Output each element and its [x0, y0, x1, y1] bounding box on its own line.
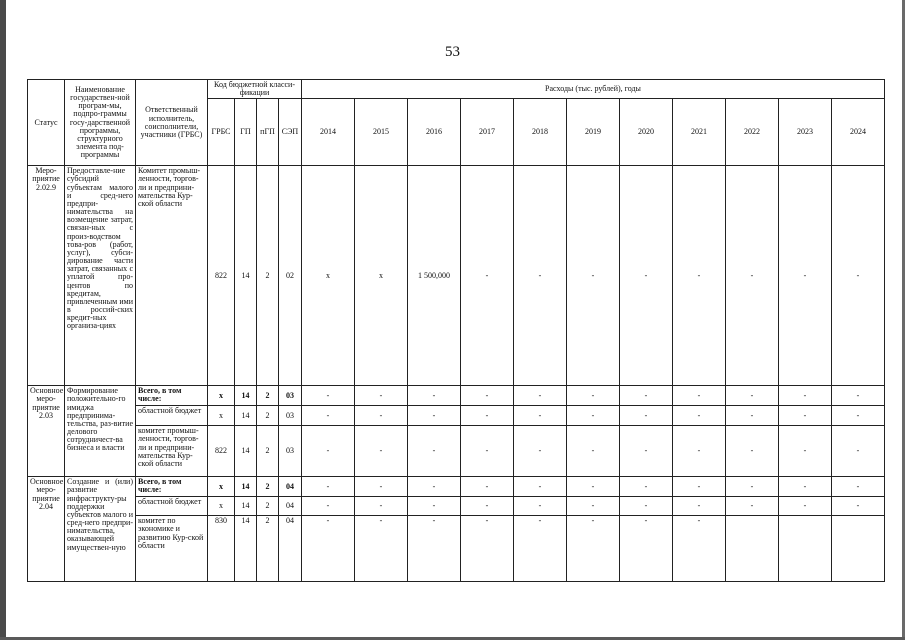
value-cell: - — [355, 386, 408, 406]
value-cell: - — [620, 386, 673, 406]
value-cell: - — [408, 426, 461, 477]
value-cell: - — [567, 516, 620, 582]
code-cell: 822 — [208, 426, 235, 477]
value-cell: - — [461, 386, 514, 406]
value-cell: - — [567, 386, 620, 406]
value-cell: - — [408, 406, 461, 426]
value-cell: - — [673, 516, 726, 582]
value-cell: - — [514, 426, 567, 477]
code-cell: 14 — [235, 406, 257, 426]
value-cell: - — [832, 426, 885, 477]
value-cell: х — [355, 166, 408, 386]
value-cell: - — [779, 406, 832, 426]
value-cell: - — [514, 386, 567, 406]
header-code-gp: ГП — [235, 99, 257, 166]
value-cell: - — [514, 166, 567, 386]
value-cell: - — [461, 477, 514, 497]
row-responsible: областной бюджет — [136, 406, 208, 426]
value-cell: - — [673, 386, 726, 406]
value-cell: - — [302, 516, 355, 582]
value-cell: - — [567, 497, 620, 516]
value-cell: - — [567, 477, 620, 497]
row-responsible: Комитет промыш-ленности, торгов-ли и предприни-мательства Кур-ской области — [136, 166, 208, 386]
value-cell: - — [673, 426, 726, 477]
value-cell: - — [355, 406, 408, 426]
value-cell: - — [726, 497, 779, 516]
code-cell: 822 — [208, 166, 235, 386]
table-row — [28, 516, 885, 582]
value-cell: - — [302, 386, 355, 406]
value-cell: - — [726, 386, 779, 406]
row-responsible: Всего, в том числе: — [136, 477, 208, 497]
value-cell: - — [726, 166, 779, 386]
value-cell: - — [302, 406, 355, 426]
value-cell: - — [355, 426, 408, 477]
header-year: 2019 — [567, 99, 620, 166]
value-cell: - — [567, 406, 620, 426]
value-cell — [832, 516, 885, 582]
header-code-pgp: пГП — [257, 99, 279, 166]
value-cell: - — [673, 406, 726, 426]
code-cell: 03 — [279, 406, 302, 426]
value-cell: - — [408, 516, 461, 582]
table-row — [28, 166, 885, 386]
value-cell: - — [302, 497, 355, 516]
header-year: 2018 — [514, 99, 567, 166]
value-cell: - — [567, 426, 620, 477]
code-cell: 03 — [279, 426, 302, 477]
value-cell: - — [408, 477, 461, 497]
value-cell: - — [832, 406, 885, 426]
value-cell: - — [726, 426, 779, 477]
value-cell: - — [673, 477, 726, 497]
code-cell: х — [208, 406, 235, 426]
row-name: Формирование положительно-го имиджа предпринима-тельства, раз-витие делового сотрудничест-ва бизнеса и власти — [65, 386, 136, 477]
value-cell: - — [461, 166, 514, 386]
value-cell: - — [726, 477, 779, 497]
value-cell: - — [620, 497, 673, 516]
header-code-grbs: ГРБС — [208, 99, 235, 166]
header-name: Наименование государствен-ной програм-мы, подпро-граммы госу-дарственной программы, структурного элемента под-программы — [65, 80, 136, 166]
value-cell: - — [514, 516, 567, 582]
table-row — [28, 386, 885, 406]
code-cell: 14 — [235, 426, 257, 477]
table-row — [28, 406, 885, 426]
header-year: 2021 — [673, 99, 726, 166]
header-year: 2022 — [726, 99, 779, 166]
value-cell: - — [408, 386, 461, 406]
value-cell: - — [620, 166, 673, 386]
value-cell: - — [779, 426, 832, 477]
table-row — [28, 497, 885, 516]
code-cell: 04 — [279, 516, 302, 582]
value-cell: - — [302, 477, 355, 497]
scan-edge-left — [0, 0, 6, 640]
value-cell — [726, 516, 779, 582]
value-cell: - — [832, 497, 885, 516]
value-cell: х — [302, 166, 355, 386]
value-cell: - — [620, 406, 673, 426]
value-cell: - — [461, 516, 514, 582]
row-status: Меро-приятие 2.02.9 — [28, 166, 65, 386]
row-status: Основное меро-приятие 2.04 — [28, 477, 65, 582]
header-year: 2016 — [408, 99, 461, 166]
value-cell: - — [832, 166, 885, 386]
code-cell: 2 — [257, 516, 279, 582]
value-cell: - — [779, 477, 832, 497]
code-cell: 14 — [235, 386, 257, 406]
header-year: 2024 — [832, 99, 885, 166]
value-cell: - — [302, 426, 355, 477]
header-year: 2023 — [779, 99, 832, 166]
page-number: 53 — [445, 44, 460, 60]
value-cell — [779, 516, 832, 582]
header-year: 2015 — [355, 99, 408, 166]
row-status: Основное меро-приятие 2.03 — [28, 386, 65, 477]
header-budget-code: Код бюджетной класси-фикации — [208, 80, 302, 99]
row-responsible: комитет по экономике и развитию Кур-ской области — [136, 516, 208, 582]
code-cell: 830 — [208, 516, 235, 582]
header-year: 2020 — [620, 99, 673, 166]
code-cell: 02 — [279, 166, 302, 386]
code-cell: 2 — [257, 477, 279, 497]
value-cell: - — [620, 516, 673, 582]
value-cell: - — [620, 477, 673, 497]
value-cell: 1 500,000 — [408, 166, 461, 386]
value-cell: - — [832, 477, 885, 497]
table-row — [28, 477, 885, 497]
value-cell: - — [779, 497, 832, 516]
code-cell: х — [208, 477, 235, 497]
row-name: Предоставле-ние субсидий субъектам малого и сред-него предпри-нимательства на возмещение затрат, связан-ных с произ-водством това-ров (работ, услуг), субси-дирование части затрат, связанных с уплатой про-центов по кредитам, привлеченным ими в россий-ских кредит-ных организа-циях — [65, 166, 136, 386]
code-cell: 03 — [279, 386, 302, 406]
value-cell: - — [514, 497, 567, 516]
value-cell: - — [408, 497, 461, 516]
value-cell: - — [673, 497, 726, 516]
value-cell: - — [620, 426, 673, 477]
value-cell: - — [461, 406, 514, 426]
code-cell: 2 — [257, 406, 279, 426]
code-cell: 2 — [257, 426, 279, 477]
table-row — [28, 426, 885, 477]
value-cell: - — [726, 406, 779, 426]
code-cell: 2 — [257, 386, 279, 406]
value-cell: - — [514, 406, 567, 426]
code-cell: 14 — [235, 497, 257, 516]
row-responsible: комитет промыш-ленности, торгов-ли и предприни-мательства Кур-ской области — [136, 426, 208, 477]
code-cell: 14 — [235, 516, 257, 582]
value-cell: - — [567, 166, 620, 386]
value-cell: - — [461, 426, 514, 477]
code-cell: 04 — [279, 497, 302, 516]
header-year: 2014 — [302, 99, 355, 166]
value-cell: - — [355, 497, 408, 516]
code-cell: 2 — [257, 497, 279, 516]
row-responsible: Всего, в том числе: — [136, 386, 208, 406]
value-cell: - — [355, 516, 408, 582]
budget-table — [27, 79, 885, 582]
header-year: 2017 — [461, 99, 514, 166]
code-cell: х — [208, 386, 235, 406]
value-cell: - — [832, 386, 885, 406]
row-responsible: областной бюджет — [136, 497, 208, 516]
code-cell: 04 — [279, 477, 302, 497]
value-cell: - — [355, 477, 408, 497]
header-expenses: Расходы (тыс. рублей), годы — [302, 80, 885, 99]
code-cell: х — [208, 497, 235, 516]
value-cell: - — [673, 166, 726, 386]
code-cell: 14 — [235, 477, 257, 497]
value-cell: - — [461, 497, 514, 516]
value-cell: - — [514, 477, 567, 497]
code-cell: 14 — [235, 166, 257, 386]
row-name: Создание и (или) развитие инфраструкту-ры поддержки субъектов малого и сред-него предпри-нимательства, оказывающей имуществен-ную — [65, 477, 136, 582]
header-status: Статус — [28, 80, 65, 166]
header-code-sep: СЭП — [279, 99, 302, 166]
header-responsible: Ответственный исполнитель, соисполнители, участники (ГРБС) — [136, 80, 208, 166]
value-cell: - — [779, 166, 832, 386]
value-cell: - — [779, 386, 832, 406]
code-cell: 2 — [257, 166, 279, 386]
